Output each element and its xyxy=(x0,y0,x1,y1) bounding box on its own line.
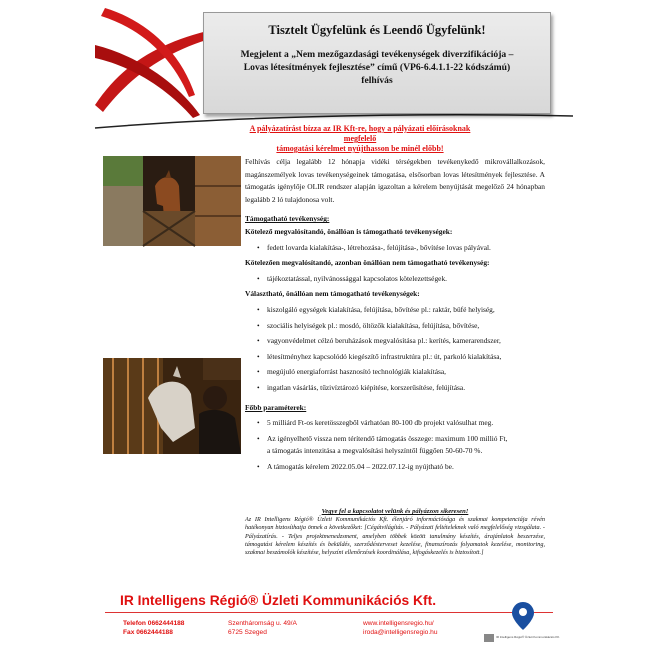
mandatory-list xyxy=(245,242,545,255)
params-list xyxy=(245,417,545,473)
intro-paragraph: Felhívás célja legalább 12 hónapja vidéki térségekben tevékenykedő mikrovállalkozások, magánszemélyek lovas tevékenységeinek támogatása, elsősorban lovas létesítmények fejlesztése. A támogatás igénylője OLIR rendszer alapján igazoltan a kérelem benyújtását megelőző 24 hónapban legalább 2 ló tulajdonosa volt. xyxy=(245,157,545,204)
woman-with-horse-photo xyxy=(103,358,241,454)
header-line: Lovas létesítmények fejlesztése” című (VP6-6.4.1.1-22 kódszámú) xyxy=(243,62,511,73)
list-item: • megújuló energiaforrást hasznosító technológiák kialakítása, xyxy=(261,366,545,379)
optional-list xyxy=(245,304,545,395)
list-item: • 5 milliárd Ft-os keretösszegből várhatóan 80-100 db projekt valósulhat meg. xyxy=(261,417,545,430)
list-item: • vagyonvédelmet célzó beruházások megvalósítása pl.: kerítés, kamerarendszer, xyxy=(261,335,545,348)
header-call-title xyxy=(210,48,544,87)
list-item: • fedett lovarda kialakítása-, létrehozása-, felújítása-, bővítése lovas pályával. xyxy=(261,242,545,255)
footer-phone: Telefon 0662444188 xyxy=(123,620,185,627)
contact-box-text: Az IR Intelligens Régió® Üzleti Kommunikációs Kft. élenjáró információsága és szakmai kompetenciája révén hatékonyan biztosíthatja önnek a következőket: [Cégátvilágítás. - Pályázati feltételeknek való megfelelőség vizsgálata. - Pályázatírás. - Teljes projektmenedzsment, amelyben többek között tanulmány készítés, árajánlatok beszerzése, támogatási kérelem készítés és beküldés, szerződésterveset kezelése, finanszírozás folyamatok kezelése, monitoring, szakmai beszámolók készítése, helyszíni ellenőrzések koordinálása, kifogáskezelés is biztosított.] xyxy=(245,516,545,557)
footer-city: 6725 Szeged xyxy=(228,629,267,636)
contact-box-title: Vegye fel a kapcsolatot velünk és pályázzon sikeresen! xyxy=(321,508,469,515)
list-item: • létesítményhez kapcsolódó kiegészítő infrastruktúra pl.: út, parkoló kialakítása, xyxy=(261,351,545,364)
footer-fax: Fax 0662444188 xyxy=(123,629,173,636)
supported-title: Támogatható tevékenység: xyxy=(245,214,330,224)
mandatory-title: Kötelező megvalósítandó, önállóan is támogatható tevékenységek: xyxy=(245,226,453,236)
list-item: • szociális helyiségek pl.: mosdó, öltözők kialakítása, felújítása, bővítése, xyxy=(261,320,545,333)
params-title: Főbb paraméterek: xyxy=(245,402,307,412)
list-item: • A támogatás kérelem 2022.05.04 – 2022.07.12-ig nyújtható be. xyxy=(261,461,545,474)
header-line: Megjelent a „Nem mezőgazdasági tevékenységek diverzifikációja – xyxy=(240,49,514,60)
main-content xyxy=(245,156,545,476)
list-item: • kiszolgáló egységek kialakítása, felújítása, bővítése pl.: raktár, büfé helyiség, xyxy=(261,304,545,317)
footer-street: Szentháromság u. 49/A xyxy=(228,620,297,627)
footer-address-block xyxy=(228,619,297,637)
footer-email-link[interactable]: iroda@intelligensregio.hu xyxy=(363,629,438,636)
list-item xyxy=(261,433,545,458)
footer-web-link[interactable]: www.intelligensregio.hu/ xyxy=(363,620,434,627)
mandatory2-title: Kötelezően megvalósítandó, azonban önállóan nem támogatható tevékenység: xyxy=(245,258,490,268)
header-greeting: Tisztelt Ügyfelünk és Leendő Ügyfelünk! xyxy=(268,23,486,37)
warning-line: A pályázatírást bízza az IR Kft-re, hogy a pályázati előírásoknak megfelelő xyxy=(249,124,471,143)
footer-web-block xyxy=(363,619,438,637)
stable-horse-photo xyxy=(103,156,241,246)
list-item: • ingatlan vásárlás, tűzivíztározó kiépítése, korszerűsítése, felújítása. xyxy=(261,382,545,395)
contact-box xyxy=(245,508,545,557)
flyer-page xyxy=(95,0,573,668)
logo-caption: IR Intelligens Régió® Üzleti Kommunikációs Kft. xyxy=(496,635,560,639)
list-item-text: Az igényelhető vissza nem térítendő támogatás összege: maximum 100 millió Ft, xyxy=(267,433,508,443)
footer-phone-block xyxy=(123,619,184,637)
list-item: • tájékoztatással, nyilvánossággal kapcsolatos kötelezettségek. xyxy=(261,273,545,286)
mandatory2-list xyxy=(245,273,545,286)
company-logo-icon xyxy=(478,600,560,645)
optional-title: Választható, önállóan nem támogatható tevékenységek: xyxy=(245,289,420,299)
warning-notice xyxy=(235,124,485,154)
header-banner xyxy=(203,12,551,114)
warning-line: támogatási kérelmet nyújthasson be minél előbb! xyxy=(276,144,444,153)
list-item-continuation: a támogatás intenzitása a megvalósítási helyszíntől függően 50-60-70 %. xyxy=(267,446,483,456)
header-line: felhívás xyxy=(361,75,393,86)
company-name: IR Intelligens Régió® Üzleti Kommunikációs Kft. xyxy=(120,593,437,608)
